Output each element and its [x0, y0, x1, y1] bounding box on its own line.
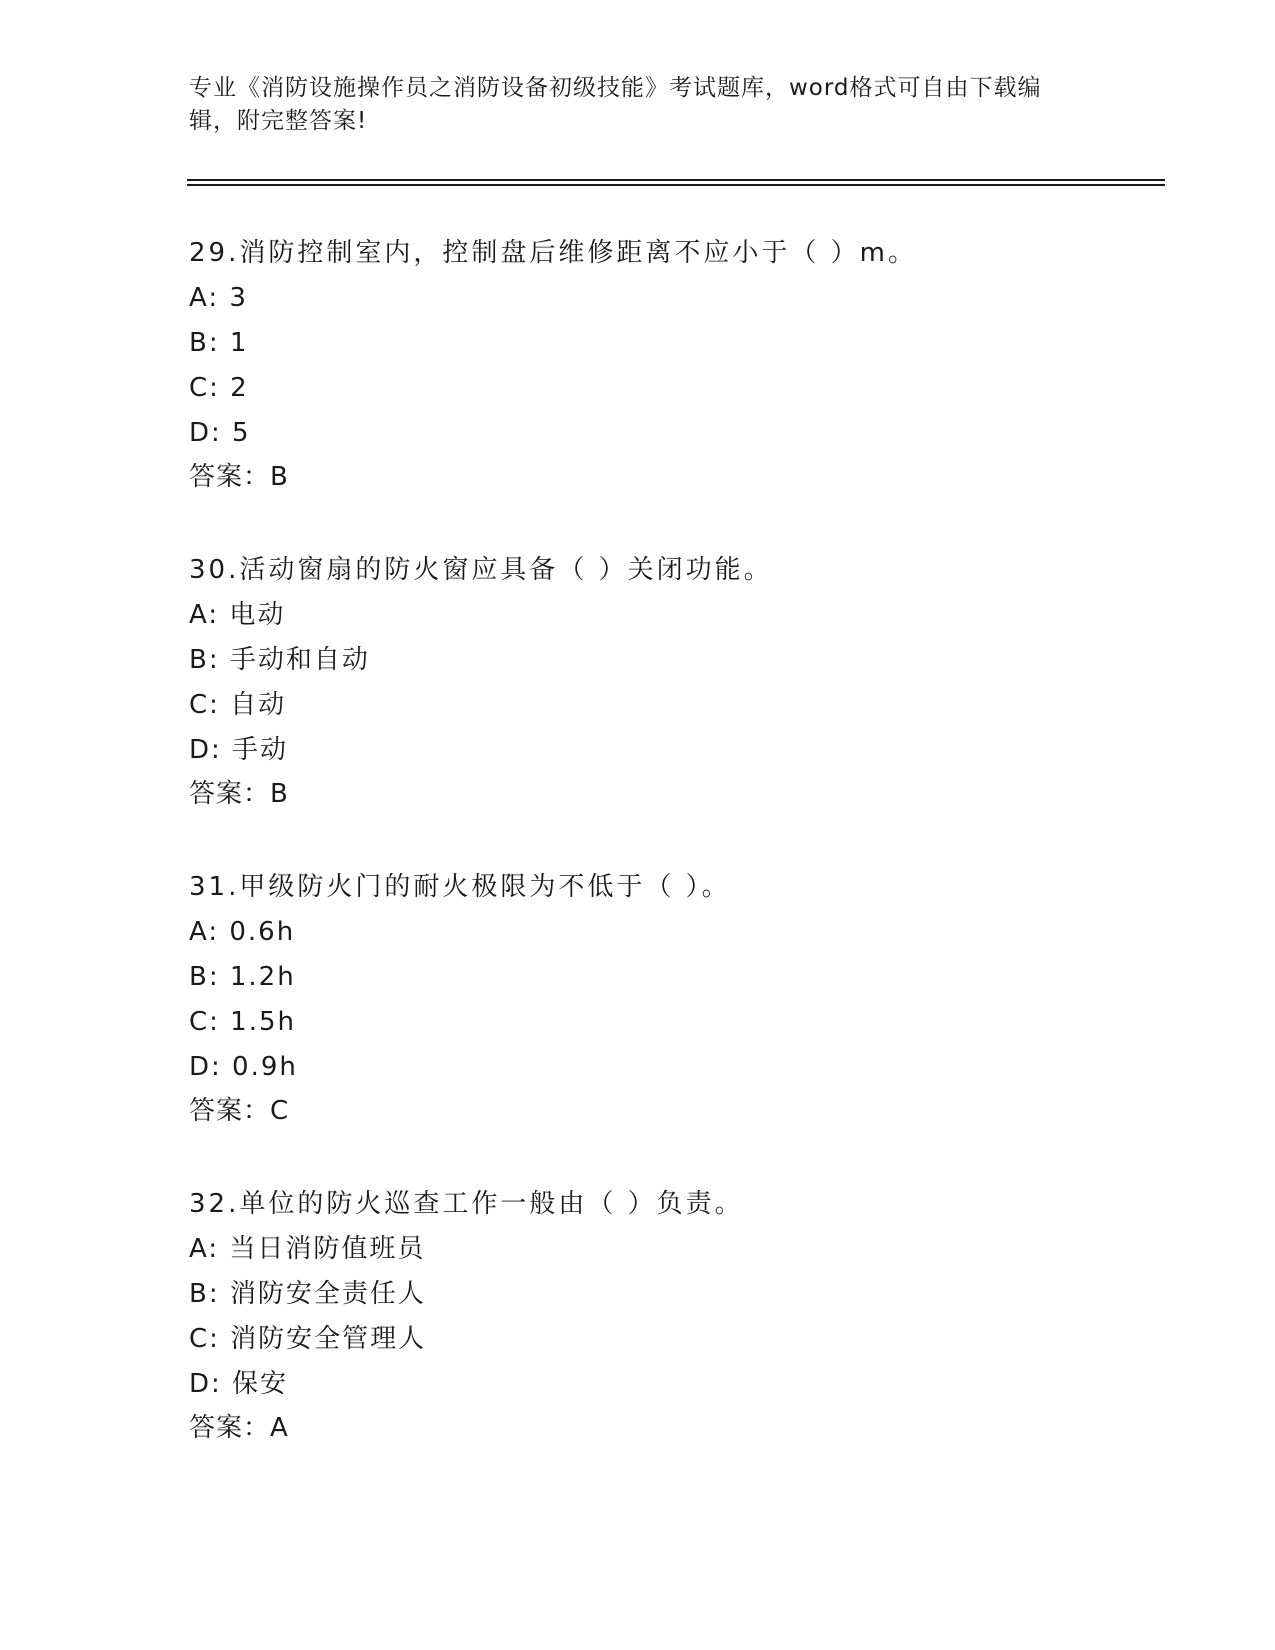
question-stem: 32.单位的防火巡查工作一般由（ ）负责。	[189, 1189, 744, 1219]
option-d: D: 手动	[189, 735, 289, 765]
option-c: C: 2	[189, 373, 249, 403]
option-b: B: 1	[189, 328, 249, 358]
answer-label: 答案：A	[189, 1413, 289, 1443]
option-c: C: 自动	[189, 690, 287, 720]
question-stem: 30.活动窗扇的防火窗应具备（ ）关闭功能。	[189, 555, 773, 585]
answer-label: 答案：B	[189, 462, 289, 492]
option-a: A: 电动	[189, 600, 286, 630]
header-line-1: 专业《消防设施操作员之消防设备初级技能》考试题库，word格式可自由下载编	[189, 75, 1042, 101]
question-stem: 31.甲级防火门的耐火极限为不低于（ ）。	[189, 872, 731, 902]
option-d: D: 5	[189, 418, 251, 448]
option-c: C: 消防安全管理人	[189, 1324, 427, 1354]
answer-label: 答案：C	[189, 1096, 290, 1126]
option-a: A: 3	[189, 283, 248, 313]
header-divider-top	[187, 179, 1165, 181]
option-b: B: 1.2h	[189, 962, 296, 992]
option-d: D: 保安	[189, 1369, 289, 1399]
question-stem: 29.消防控制室内，控制盘后维修距离不应小于（ ）m。	[189, 238, 917, 268]
option-b: B: 消防安全责任人	[189, 1279, 426, 1309]
header-divider-bottom	[187, 184, 1165, 186]
option-a: A: 0.6h	[189, 917, 296, 947]
option-c: C: 1.5h	[189, 1007, 297, 1037]
option-b: B: 手动和自动	[189, 645, 370, 675]
answer-label: 答案：B	[189, 779, 289, 809]
option-a: A: 当日消防值班员	[189, 1234, 426, 1264]
header-line-2: 辑，附完整答案!	[189, 108, 368, 134]
option-d: D: 0.9h	[189, 1052, 298, 1082]
document-header	[189, 72, 1089, 138]
